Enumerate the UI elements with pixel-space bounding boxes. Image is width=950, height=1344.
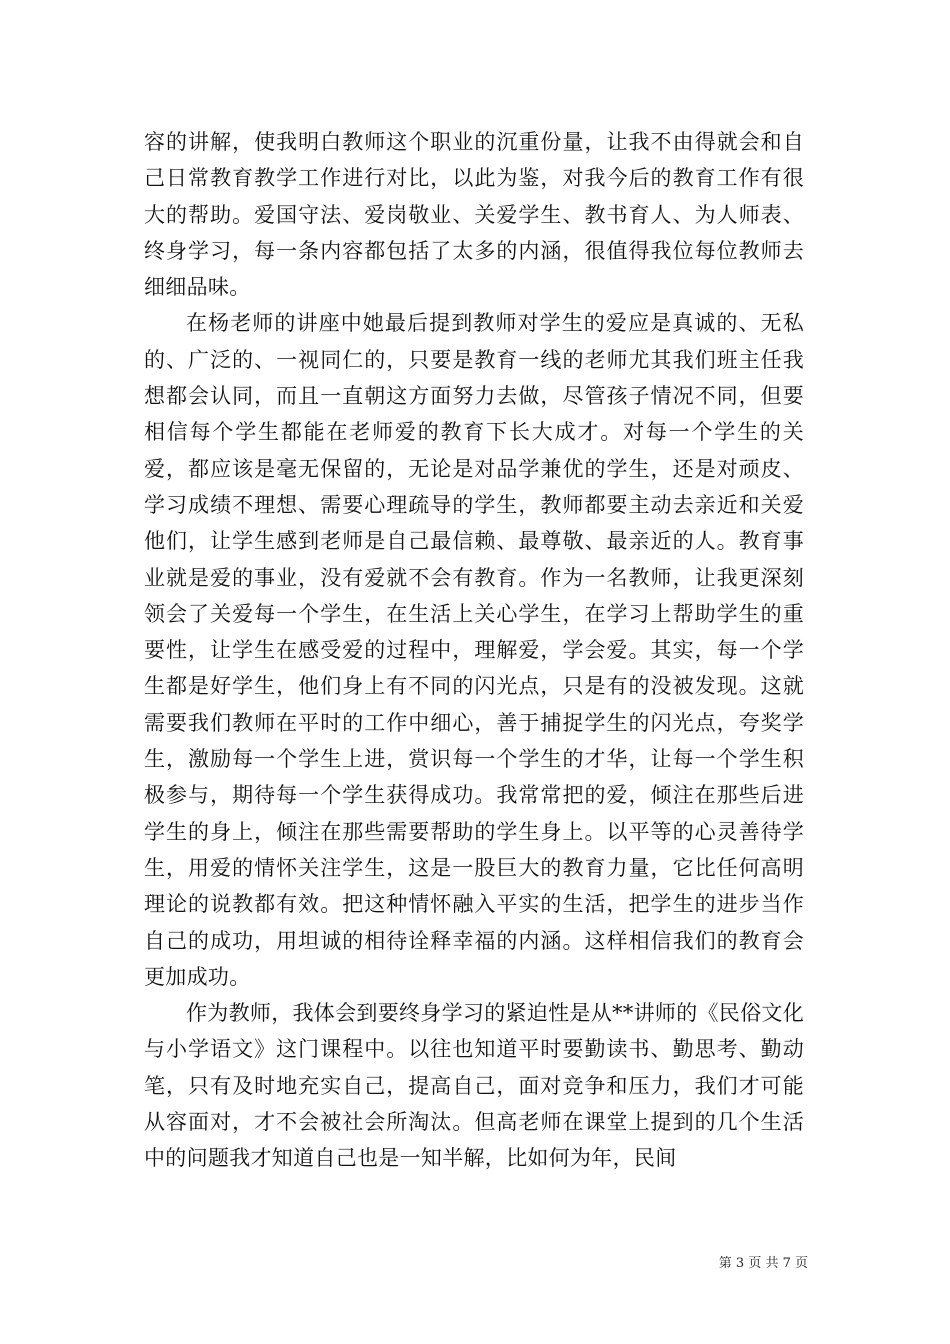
document-body bbox=[144, 124, 804, 1177]
paragraph-3: 作为教师，我体会到要终身学习的紧迫性是从**讲师的《民俗文化与小学语文》这门课程中。以往也知道平时要勤读书、勤思考、勤动笔，只有及时地充实自己，提高自己，面对竞争和压力，我们才可能从容面对，才不会被社会所淘汰。但高老师在课堂上提到的几个生活中的问题我才知道自己也是一知半解，比如何为年，民间 bbox=[144, 1001, 804, 1171]
paragraph-1: 容的讲解，使我明白教师这个职业的沉重份量，让我不由得就会和自己日常教育教学工作进行对比，以此为鉴，对我今后的教育工作有很大的帮助。爱国守法、爱岗敬业、关爱学生、教书育人、为人师表、终身学习，每一条内容都包括了太多的内涵，很值得我位每位教师去细细品味。 bbox=[144, 130, 804, 300]
page-number-footer: 第 3 页 共 7 页 bbox=[718, 1256, 808, 1271]
paragraph-2: 在杨老师的讲座中她最后提到教师对学生的爱应是真诚的、无私的、广泛的、一视同仁的，只要是教育一线的老师尤其我们班主任我想都会认同，而且一直朝这方面努力去做，尽管孩子情况不同，但要相信每个学生都能在老师爱的教育下长大成才。对每一个学生的关爱，都应该是毫无保留的，无论是对品学兼优的学生，还是对顽皮、学习成绩不理想、需要心理疏导的学生，教师都要主动去亲近和关爱他们，让学生感到老师是自己最信赖、最尊敬、最亲近的人。教育事业就是爱的事业，没有爱就不会有教育。作为一名教师，让我更深刻领会了关爱每一个学生，在生活上关心学生，在学习上帮助学生的重要性，让学生在感受爱的过程中，理解爱，学会爱。其实，每一个学生都是好学生，他们身上有不同的闪光点，只是有的没被发现。这就需要我们教师在平时的工作中细心，善于捕捉学生的闪光点，夸奖学生，激励每一个学生上进，赏识每一个学生的才华，让每一个学生积极参与，期待每一个学生获得成功。我常常把的爱，倾注在那些后进学生的身上，倾注在那些需要帮助的学生身上。以平等的心灵善待学生，用爱的情怀关注学生，这是一股巨大的教育力量，它比任何高明理论的说教都有效。把这种情怀融入平实的生活，把学生的进步当作自己的成功，用坦诚的相待诠释幸福的内涵。这样相信我们的教育会更加成功。 bbox=[144, 311, 804, 989]
